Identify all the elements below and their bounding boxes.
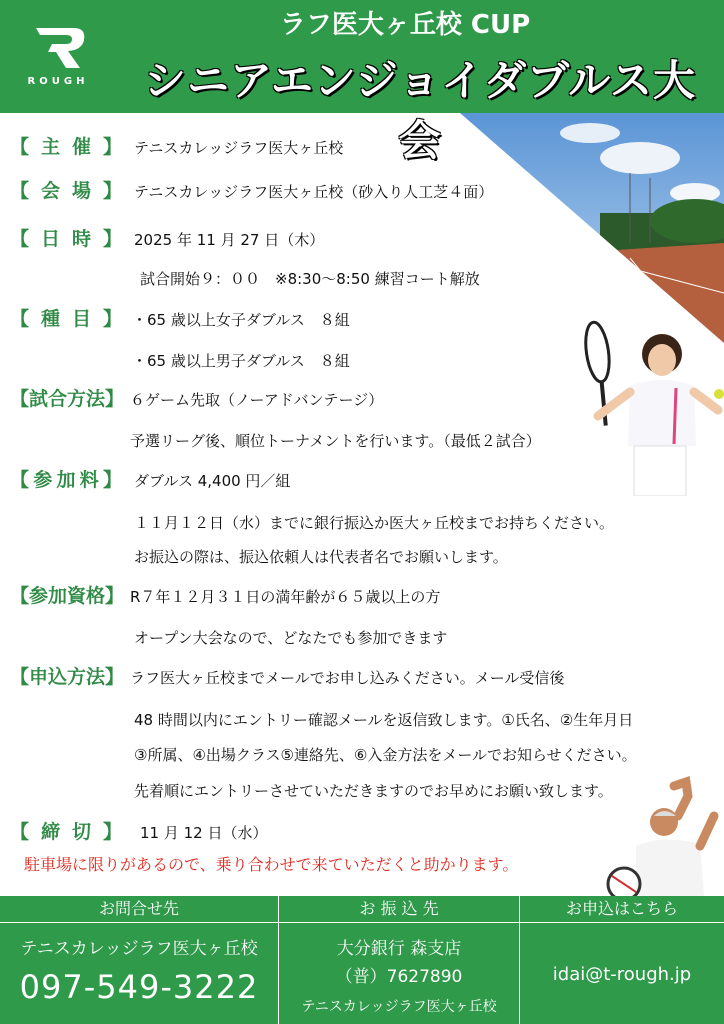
- parking-notice: 駐車場に限りがあるので、乗り合わせで来ていただくと助かります。: [24, 855, 519, 874]
- senior-woman-player-image: [578, 316, 724, 496]
- apply-line-1: ラフ医大ヶ丘校までメールでお申し込みください。メール受信後: [130, 669, 565, 687]
- rough-logo-icon: [18, 22, 98, 72]
- cup-title: ラフ医大ヶ丘校 CUP: [279, 10, 531, 40]
- organizer-label: 【 主 催 】: [10, 136, 122, 158]
- apply-method-label: 【 申込方法 】: [10, 666, 125, 688]
- event-men: ・65 歳以上男子ダブルス ８組: [132, 352, 350, 370]
- apply-email[interactable]: idai@t-rough.jp: [552, 964, 692, 985]
- bank-account-holder: テニスカレッジラフ医大ヶ丘校: [301, 999, 497, 1015]
- page-title: シニアエンジョイダブルス大会: [143, 56, 697, 165]
- apply-line-3: ③所属、④出場クラス⑤連絡先、⑥入金方法をメールでお知らせください。: [134, 746, 637, 764]
- organizer-value: テニスカレッジラフ医大ヶ丘校: [134, 139, 344, 157]
- bank-column: [279, 896, 520, 1024]
- deadline-value: 11 月 12 日（水）: [140, 824, 268, 842]
- footer-contact-panel: [0, 896, 724, 1024]
- format-value-2: 予選リーグ後、順位トーナメントを行います。（最低２試合）: [130, 432, 541, 450]
- apply-heading: お申込はこちら: [520, 896, 724, 923]
- datetime-label: 【 日 時 】: [10, 228, 122, 250]
- events-label: 【 種 目 】: [10, 308, 122, 330]
- bank-heading: お 振 込 先: [279, 896, 519, 923]
- fee-value: ダブルス 4,400 円／組: [134, 472, 291, 490]
- deadline-label: 【 締 切 】: [10, 821, 122, 843]
- venue-value: テニスカレッジラフ医大ヶ丘校（砂入り人工芝４面）: [134, 183, 494, 201]
- venue-label: 【 会 場 】: [10, 180, 122, 202]
- bank-account: （普）7627890: [335, 967, 463, 987]
- tennis-court-image: [460, 113, 724, 343]
- senior-man-player-image: [600, 776, 724, 896]
- fee-label: 【 参 加 料 】: [10, 469, 122, 491]
- logo-wordmark: ROUGH: [27, 76, 89, 87]
- contact-column: [0, 896, 279, 1024]
- date-value: 2025 年 11 月 27 日（木）: [134, 231, 325, 249]
- start-time-value: 試合開始９：００ ※8:30～8:50 練習コート解放: [140, 270, 480, 288]
- contact-heading: お問合せ先: [0, 896, 278, 923]
- event-women: ・65 歳以上女子ダブルス ８組: [132, 311, 350, 329]
- format-value-1: ６ゲーム先取（ノーアドバンテージ）: [130, 391, 384, 409]
- apply-line-2: 48 時間以内にエントリー確認メールを返信致します。①氏名、②生年月日: [134, 711, 634, 729]
- fee-note-1: １１月１２日（水）までに銀行振込か医大ヶ丘校までお持ちください。: [134, 514, 615, 532]
- contact-school-name: テニスカレッジラフ医大ヶ丘校: [20, 939, 258, 959]
- contact-phone[interactable]: 097-549-3222: [19, 968, 259, 1006]
- rough-logo: [18, 22, 98, 92]
- fee-note-2: お振込の際は、振込依頼人は代表者名でお願いします。: [134, 548, 508, 566]
- apply-column: [520, 896, 724, 1024]
- apply-line-4: 先着順にエントリーさせていただきますのでお早めにお願い致します。: [134, 782, 613, 800]
- eligibility-value-1: R７年１２月３１日の満年齢が６５歳以上の方: [130, 588, 441, 606]
- eligibility-value-2: オープン大会なので、どなたでも参加できます: [134, 629, 448, 647]
- bank-name: 大分銀行 森支店: [336, 939, 462, 959]
- format-label: 【 試合方法 】: [10, 388, 125, 410]
- eligibility-label: 【 参加資格 】: [10, 585, 125, 607]
